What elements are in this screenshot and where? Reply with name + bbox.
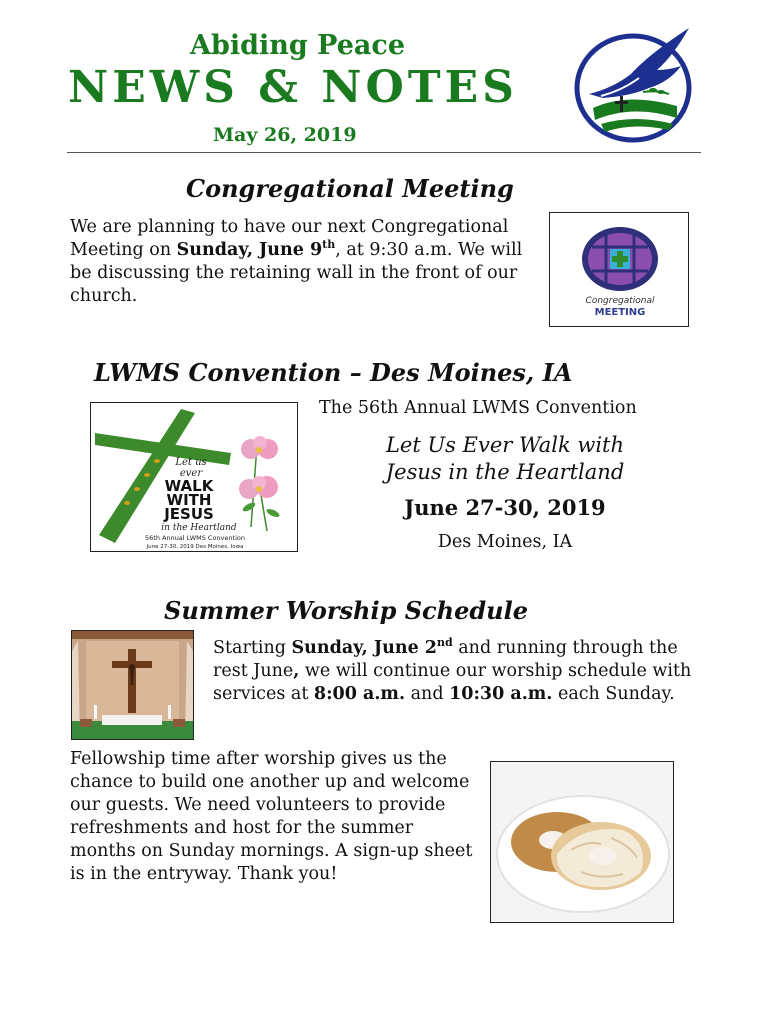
- donuts-photo: [490, 761, 674, 923]
- lwms-place: Des Moines, IA: [437, 532, 573, 552]
- lwms-logo-heartland: in the Heartland: [161, 523, 237, 533]
- dove-cross-logo-icon: [573, 26, 693, 144]
- altar-cross-photo: [71, 630, 194, 740]
- lwms-theme: Let Us Ever Walk with Jesus in the Heartland: [385, 433, 625, 484]
- lwms-logo-jesus: JESUS: [164, 505, 214, 523]
- organization-name: Abiding Peace: [190, 30, 405, 61]
- walk-with-jesus-logo-icon: [90, 402, 298, 552]
- meeting-paragraph: We are planning to have our next Congregational Meeting on Sunday, June 9th, at 9:30 a.m. We will be discussing the retaining wall in the front of our church.: [70, 217, 523, 306]
- lwms-heading: LWMS Convention – Des Moines, IA: [94, 358, 573, 387]
- newsletter-title: NEWS & NOTES: [68, 62, 518, 113]
- stained-glass-cross-icon: [549, 212, 689, 327]
- lwms-logo-convention: 56th Annual LWMS Convention: [145, 534, 245, 542]
- lwms-logo-ever: ever: [179, 468, 203, 479]
- lwms-logo-walk: WALK: [164, 477, 214, 495]
- lwms-intro: The 56th Annual LWMS Convention: [319, 398, 637, 418]
- lwms-logo-convention-date: June 27-30, 2019 Des Moines, Iowa: [146, 544, 244, 550]
- summer-paragraph: Starting Sunday, June 2nd and running through the rest June, we will continue our worship schedule with services at 8:00 a.m. and 10:30 a.m. each Sunday.: [213, 636, 692, 704]
- summer-heading: Summer Worship Schedule: [164, 596, 528, 625]
- fellowship-paragraph: Fellowship time after worship gives us the chance to build one another up and welcome our guests. We need volunteers to provide refreshments and host for the summer months on Sunday mornings. A sign-up sheet is in the entryway. Thank you!: [70, 749, 473, 884]
- meeting-caption-2: MEETING: [594, 307, 646, 318]
- newsletter-date: May 26, 2019: [213, 124, 357, 146]
- lwms-logo-with: WITH: [166, 491, 212, 509]
- meeting-heading: Congregational Meeting: [186, 174, 514, 203]
- header-divider: [67, 152, 701, 153]
- lwms-dates: June 27-30, 2019: [404, 495, 606, 520]
- meeting-caption-1: Congregational: [585, 296, 655, 306]
- lwms-logo-letus: Let us: [175, 457, 207, 468]
